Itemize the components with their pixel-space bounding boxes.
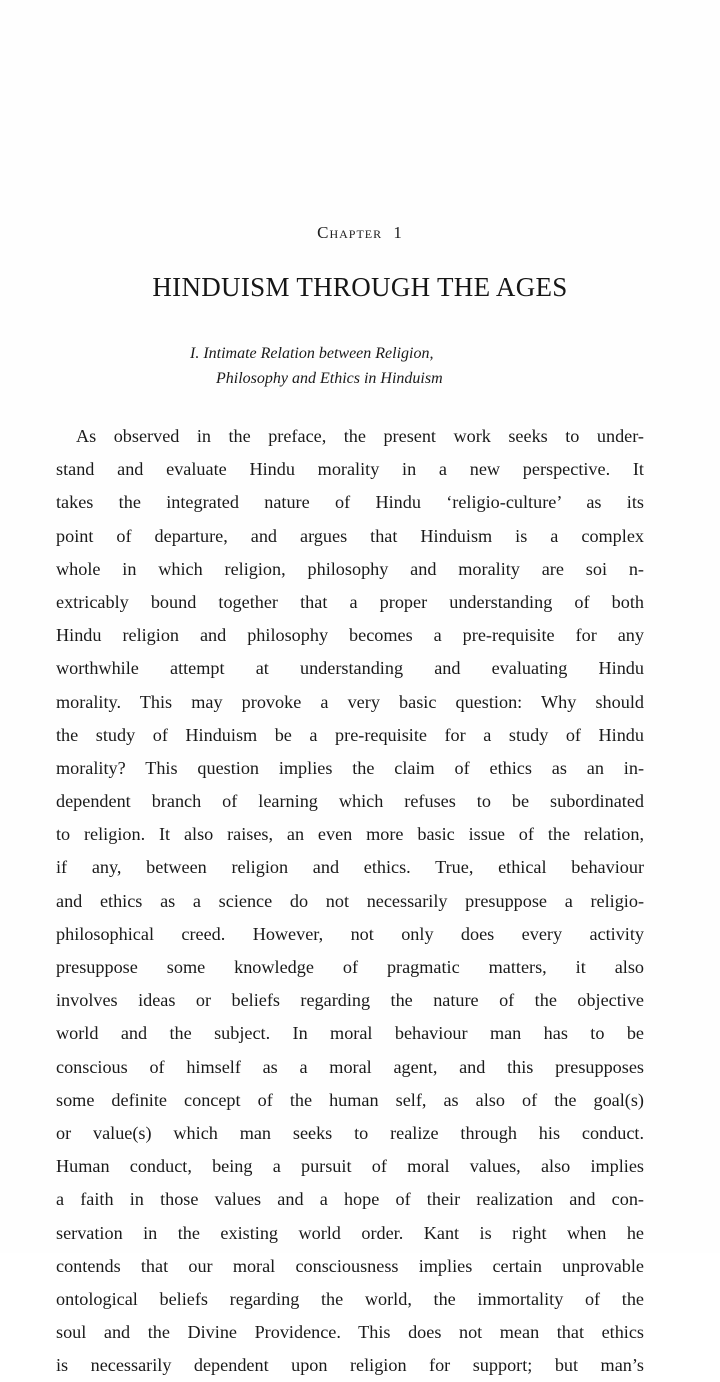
text-line: As observed in the preface, the present work seeks to under-: [76, 426, 644, 446]
text-line: some definite concept of the human self, as also of the goal(s): [56, 1089, 644, 1110]
text-line: whole in which religion, philosophy and morality are soi n-: [56, 558, 644, 579]
text-line: point of departure, and argues that Hinduism is a complex: [56, 525, 644, 546]
text-line: stand and evaluate Hindu morality in a new perspective. It: [56, 459, 644, 480]
text-line: involves ideas or beliefs regarding the nature of the objective: [56, 990, 644, 1011]
text-line: soul and the Divine Providence. This does not mean that ethics: [56, 1322, 644, 1343]
chapter-number: 1: [393, 223, 403, 242]
section-heading-line-2: Philosophy and Ethics in Hinduism: [216, 370, 443, 387]
text-line: to religion. It also raises, an even more basic issue of the relation,: [56, 824, 644, 845]
text-line: morality? This question implies the claim of ethics as an in-: [56, 757, 644, 778]
text-line: philosophical creed. However, not only does every activity: [56, 923, 644, 944]
chapter-label: [0, 223, 720, 243]
text-line: or value(s) which man seeks to realize through his conduct.: [56, 1122, 644, 1143]
text-line: takes the integrated nature of Hindu ‘religio-culture’ as its: [56, 492, 644, 513]
text-line: Hindu religion and philosophy becomes a pre-requisite for any: [56, 625, 644, 646]
chapter-label-prefix: Chapter: [317, 223, 383, 242]
text-line: a faith in those values and a hope of their realization and con-: [56, 1189, 644, 1210]
text-line: if any, between religion and ethics. True, ethical behaviour: [56, 857, 644, 878]
text-line: and ethics as a science do not necessarily presuppose a religio-: [56, 890, 644, 911]
text-line: ontological beliefs regarding the world, the immortality of the: [56, 1288, 644, 1309]
text-line: morality. This may provoke a very basic question: Why should: [56, 691, 644, 712]
text-line: dependent branch of learning which refuses to be subordinated: [56, 791, 644, 812]
text-line: Human conduct, being a pursuit of moral values, also implies: [56, 1156, 644, 1177]
section-heading: [190, 341, 590, 391]
text-line: world and the subject. In moral behaviour man has to be: [56, 1023, 644, 1044]
text-line: is necessarily dependent upon religion for support; but man’s: [56, 1355, 644, 1376]
text-line: presuppose some knowledge of pragmatic matters, it also: [56, 957, 644, 977]
text-line: worthwhile attempt at understanding and evaluating Hindu: [56, 658, 644, 679]
text-line: conscious of himself as a moral agent, and this presupposes: [56, 1056, 644, 1077]
text-line: the study of Hinduism be a pre-requisite for a study of Hindu: [56, 724, 644, 745]
chapter-title: HINDUISM THROUGH THE AGES: [152, 272, 568, 302]
body-paragraph: [56, 420, 644, 1382]
text-line: extricably bound together that a proper understanding of both: [56, 591, 644, 612]
text-line: contends that our moral consciousness implies certain unprovable: [56, 1255, 644, 1276]
section-heading-line-1: I. Intimate Relation between Religion,: [190, 345, 434, 362]
text-line: servation in the existing world order. Kant is right when he: [56, 1222, 644, 1243]
